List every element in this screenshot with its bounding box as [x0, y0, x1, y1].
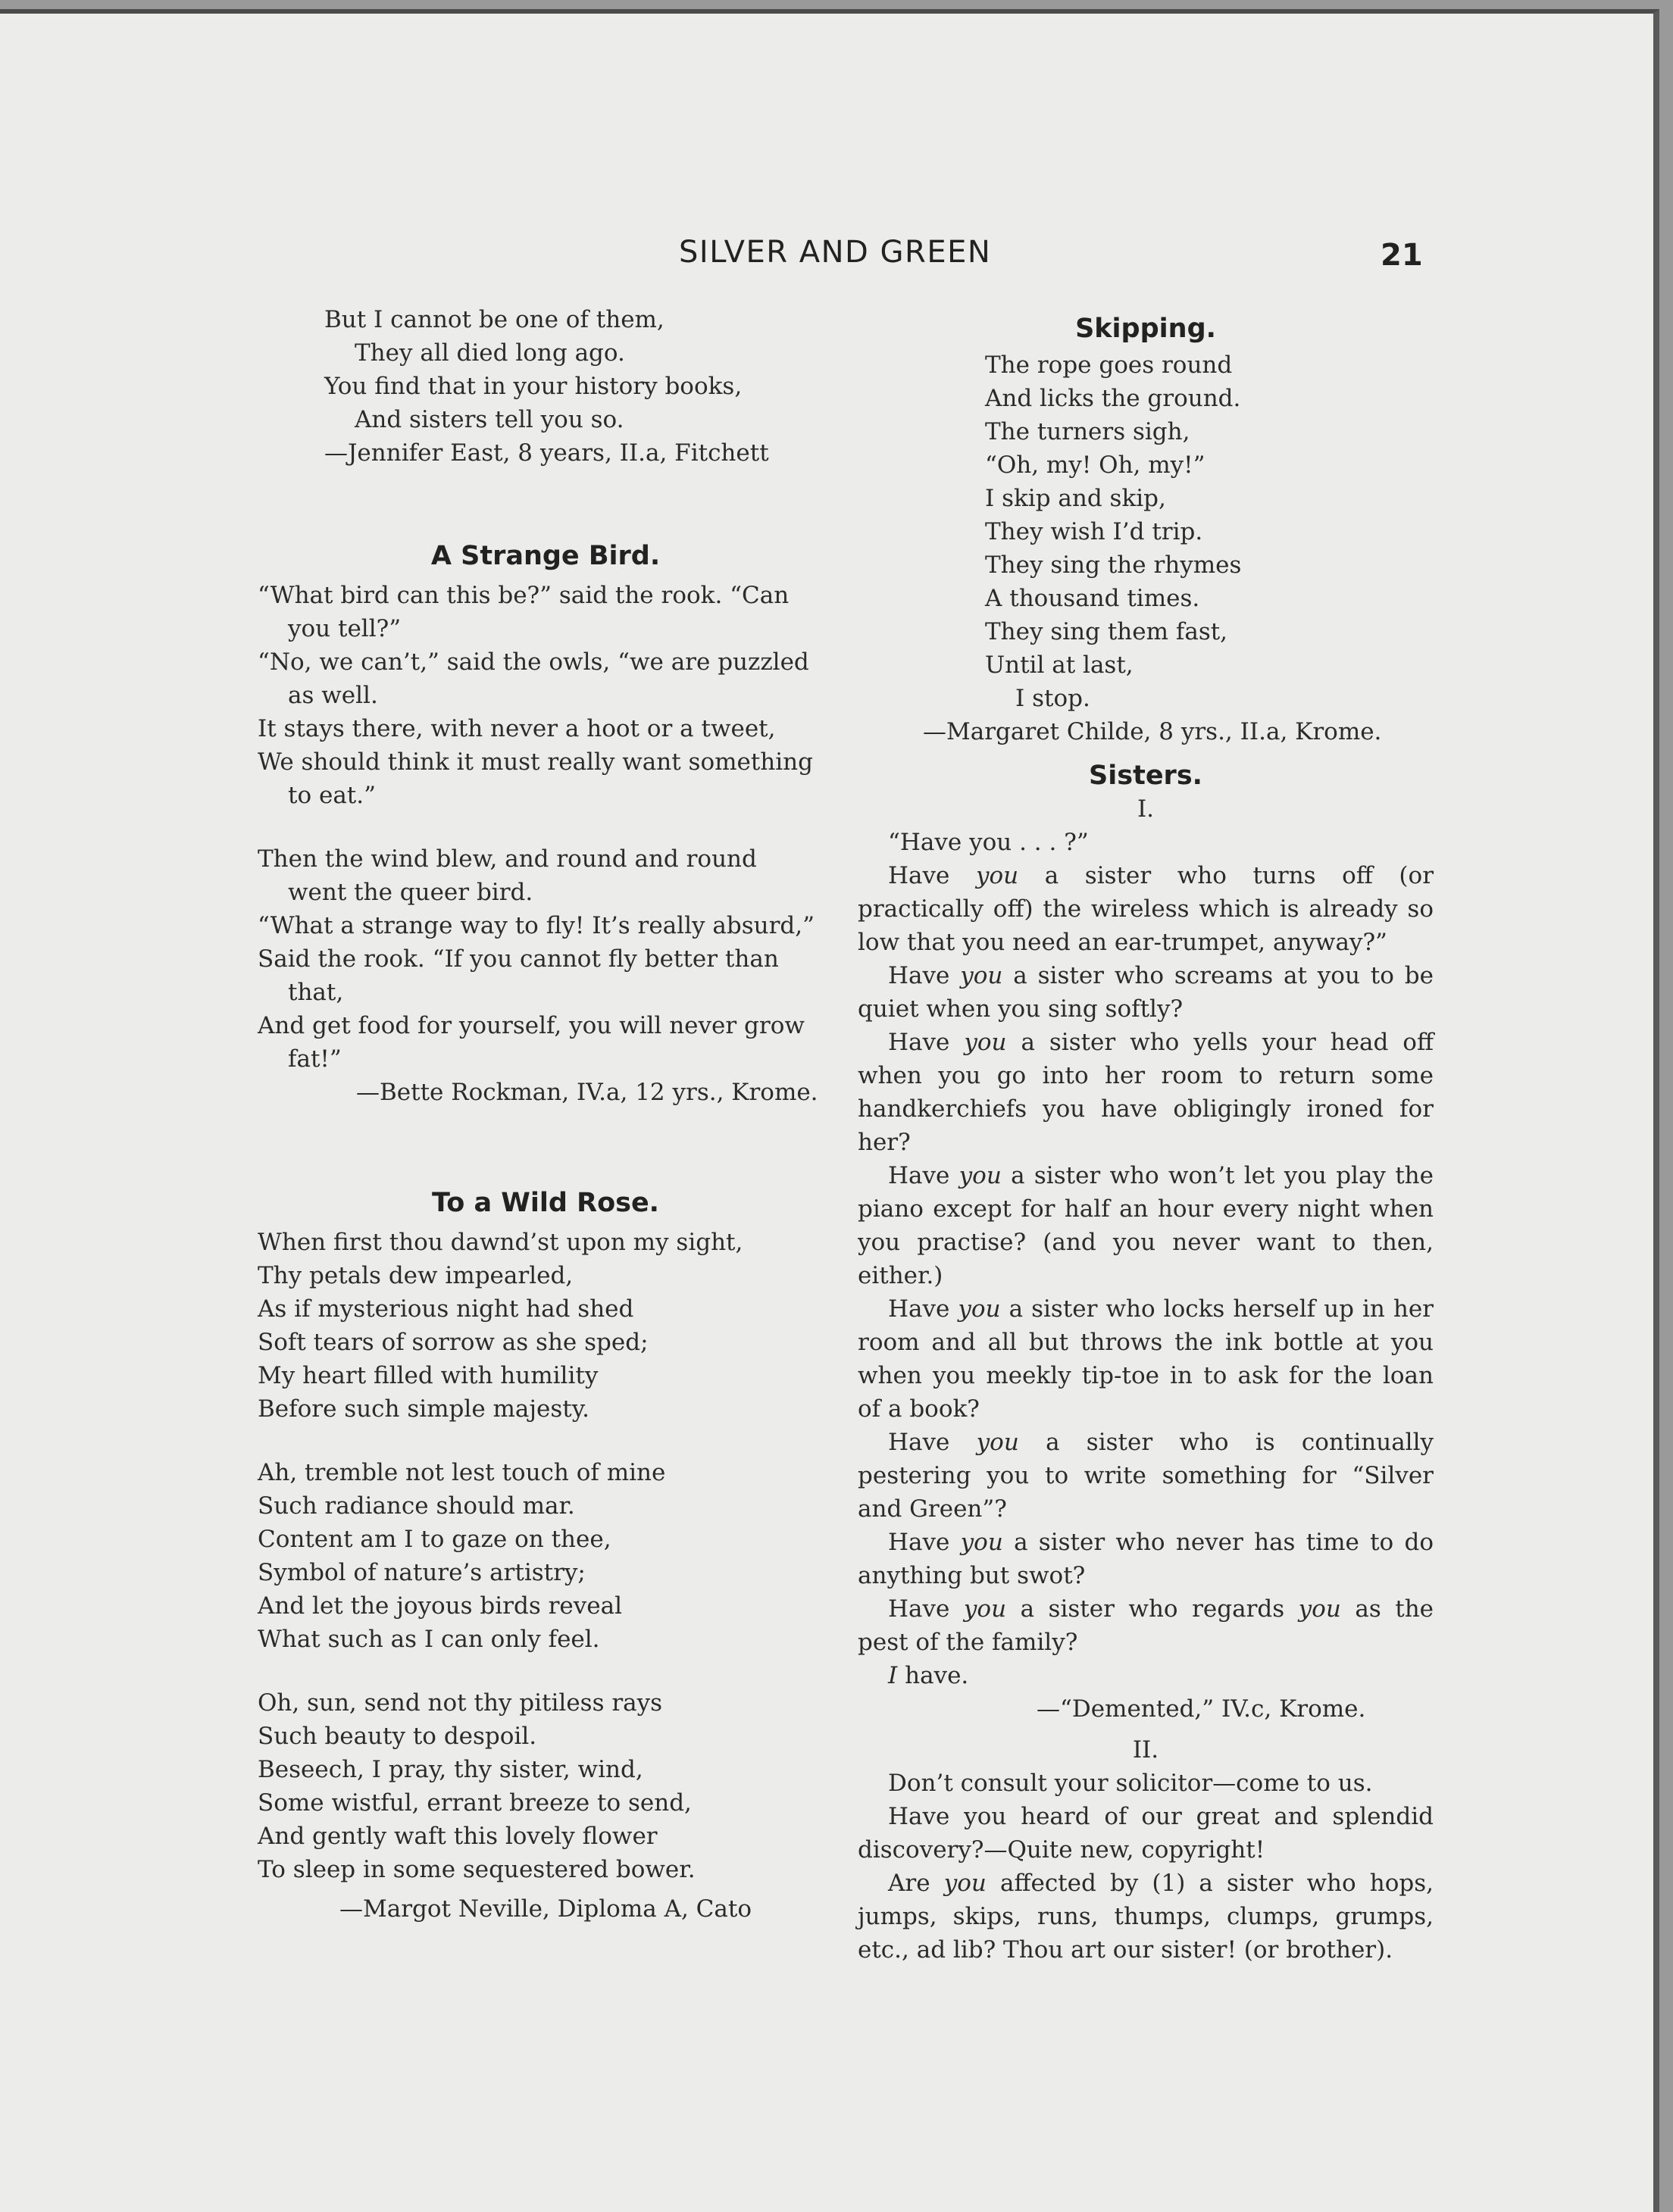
stanza — [258, 1686, 833, 1886]
magazine-title: SILVER AND GREEN — [679, 235, 992, 270]
poem-line: “What a strange way to fly! It’s really absurd,” — [258, 912, 815, 939]
poem-strange-bird — [258, 539, 833, 1109]
stanza — [258, 1226, 833, 1426]
section-number: I. — [1137, 795, 1155, 823]
author-credit: —Jennifer East, 8 years, II.a, Fitchett — [324, 439, 769, 467]
page-number: 21 — [1381, 238, 1423, 273]
poem-line: They wish I’d trip. — [985, 518, 1203, 545]
poem-line: A thousand times. — [985, 585, 1200, 612]
paragraph: Don’t consult your solicitor—come to us. — [888, 1770, 1373, 1797]
poem-line: They sing the rhymes — [985, 551, 1242, 579]
poem-title: To a Wild Rose. — [432, 1188, 659, 1218]
poem-line: And sisters tell you so. — [355, 406, 624, 433]
stanza — [258, 1456, 833, 1656]
poem-line: Some wistful, errant breeze to send, — [258, 1789, 692, 1817]
poem-line: Until at last, — [985, 651, 1134, 679]
poem-line: When first thou dawnd’st upon my sight, — [258, 1229, 743, 1256]
poem-line: And let the joyous birds reveal — [258, 1592, 623, 1620]
poem-skipping — [858, 312, 1434, 748]
poem-continuation — [258, 303, 833, 470]
poem-line: fat!” — [288, 1045, 342, 1073]
poem-line: as well. — [288, 682, 378, 709]
poem-line: And gently waft this lovely flower — [258, 1823, 658, 1850]
poem-line: The rope goes round — [985, 351, 1233, 379]
paragraph: Have you a sister who turns off (or practically off) the wireless which is already so low that you need an ear-trumpet, anyway?” — [858, 862, 1434, 956]
left-column — [258, 303, 833, 1926]
poem-line: “What bird can this be?” said the rook. “Can — [258, 582, 790, 609]
poem-line: Ah, tremble not lest touch of mine — [258, 1459, 666, 1486]
poem-line: Then the wind blew, and round and round — [258, 845, 757, 873]
paragraph: Have you a sister who won’t let you play the piano except for half an hour every night when you practise? (and you never want to then, either.) — [858, 1162, 1434, 1289]
poem-line: I stop. — [1015, 685, 1090, 712]
poem-line: “No, we can’t,” said the owls, “we are puzzled — [258, 648, 809, 676]
author-credit: —Bette Rockman, IV.a, 12 yrs., Krome. — [356, 1079, 818, 1106]
poem-line: Soft tears of sorrow as she sped; — [258, 1329, 649, 1356]
poem-line: that, — [288, 979, 344, 1006]
poem-line: Such radiance should mar. — [258, 1492, 575, 1520]
poem-line: They all died long ago. — [355, 339, 625, 367]
article-sisters — [858, 759, 1434, 1967]
poem-line: My heart filled with humility — [258, 1362, 599, 1389]
poem-line: “Oh, my! Oh, my!” — [985, 451, 1205, 479]
right-column — [858, 312, 1434, 1967]
poem-line: Oh, sun, send not thy pitiless rays — [258, 1689, 663, 1717]
paragraph: Have you a sister who regards you as the pest of the family? — [858, 1595, 1434, 1656]
author-credit: —Margaret Childe, 8 yrs., II.a, Krome. — [923, 718, 1382, 745]
poem-line: You find that in your history books, — [324, 373, 743, 400]
poem-line: The turners sigh, — [985, 418, 1190, 445]
paragraph: Are you affected by (1) a sister who hops, jumps, skips, runs, thumps, clumps, grumps, etc., ad lib? Thou art our sister! (or brother). — [858, 1870, 1434, 1964]
poem-line: Beseech, I pray, thy sister, wind, — [258, 1756, 643, 1783]
section-number: II. — [1132, 1736, 1159, 1764]
poem-line: to eat.” — [288, 782, 376, 809]
paragraph: Have you a sister who screams at you to be quiet when you sing softly? — [858, 962, 1434, 1023]
poem-line: Content am I to gaze on thee, — [258, 1526, 611, 1553]
paragraph: Have you a sister who never has time to do anything but swot? — [858, 1529, 1434, 1589]
poem-line: Said the rook. “If you cannot fly better than — [258, 945, 779, 973]
poem-line: Symbol of nature’s artistry; — [258, 1559, 586, 1586]
poem-line: We should think it must really want something — [258, 748, 813, 776]
poem-line: went the queer bird. — [288, 879, 533, 906]
poem-line: you tell?” — [288, 615, 402, 642]
poem-line: And get food for yourself, you will never grow — [258, 1012, 805, 1039]
paragraph: I have. — [888, 1662, 969, 1689]
paragraph: Have you a sister who yells your head off when you go into her room to return some handkerchiefs you have obligingly ironed for her? — [858, 1029, 1434, 1156]
poem-title: A Strange Bird. — [430, 541, 661, 571]
poem-line: It stays there, with never a hoot or a tweet, — [258, 715, 776, 742]
poem-line: To sleep in some sequestered bower. — [258, 1856, 696, 1883]
paragraph: Have you a sister who locks herself up in her room and all but throws the ink bottle at you when you meekly tip-toe in to ask for the loan of a book? — [858, 1295, 1434, 1423]
author-credit: —Margot Neville, Diploma A, Cato — [339, 1895, 752, 1923]
poem-line: But I cannot be one of them, — [324, 306, 665, 333]
article-title: Sisters. — [1089, 761, 1202, 791]
poem-title: Skipping. — [1075, 314, 1216, 344]
poem-line: They sing them fast, — [985, 618, 1228, 645]
poem-line: Such beauty to despoil. — [258, 1723, 537, 1750]
poem-line: What such as I can only feel. — [258, 1626, 600, 1653]
running-header — [0, 235, 1659, 280]
poem-line: And licks the ground. — [985, 385, 1241, 412]
paragraph: Have you a sister who is continually pestering you to write something for “Silver and Green”? — [858, 1429, 1434, 1523]
paragraph: “Have you . . . ?” — [888, 829, 1089, 856]
poem-line: Before such simple majesty. — [258, 1395, 589, 1423]
poem-line: As if mysterious night had shed — [258, 1295, 634, 1323]
poem-line: Thy petals dew impearled, — [258, 1262, 574, 1289]
author-credit: —“Demented,” IV.c, Krome. — [1037, 1695, 1366, 1723]
poem-wild-rose — [258, 1186, 833, 1926]
document-page — [0, 9, 1659, 2212]
poem-line: I skip and skip, — [985, 485, 1166, 512]
paragraph: Have you heard of our great and splendid discovery?—Quite new, copyright! — [858, 1803, 1434, 1864]
